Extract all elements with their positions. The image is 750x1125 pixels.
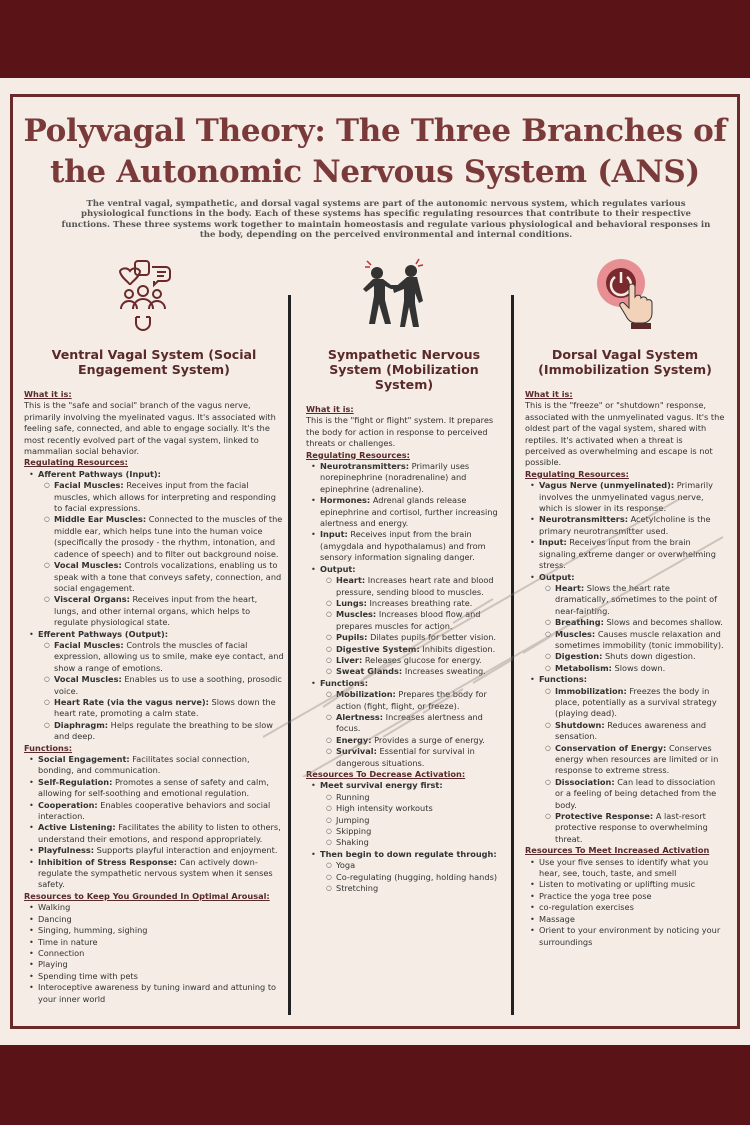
list-item: • Functions: ○ Immobilization: Freezes the body in place, potentially as a survival strategy (playing dead). ○ Shutdown: Reduces awareness and sensation. ○ Conservation of Energy: Conserves energy when resources are limited or in response to extreme stress. ○ Dissociation: Can lead to dissociation or a feeling of being detached from the body. ○ Protective Response: A last-resort protective response to overwhelming threat. (539, 674, 725, 845)
list-item: ○ Dissociation: Can lead to dissociation or a feeling of being detached from the body. (555, 777, 725, 811)
list-item: • Dancing (38, 914, 284, 925)
list-item: ○ Heart Rate (via the vagus nerve): Slows down the heart rate, promoting a calm state. (54, 697, 284, 720)
list-item: • Walking (38, 902, 284, 913)
column-divider-2 (511, 295, 514, 1015)
list-item: ○ Vocal Muscles: Enables us to use a soothing, prosodic voice. (54, 674, 284, 697)
list-item: ○ Jumping (336, 815, 502, 826)
list-item: ○ Facial Muscles: Controls the muscles of facial expression, allowing us to smile, make eye contact, and show a range of emotions. (54, 640, 284, 674)
list-item: ○ Immobilization: Freezes the body in place, potentially as a survival strategy (playing dead). (555, 686, 725, 720)
section-paragraph: This is the "safe and social" branch of the vagus nerve, primarily involving the myelinated vagus. It's associated with feeling safe, connected, and able to engage socially. It's the most recently evolved part of the vagal system, linked to mammalian social behavior. (24, 400, 276, 457)
list-item: • Connection (38, 948, 284, 959)
list-item: • Time in nature (38, 937, 284, 948)
list-item: • Self-Regulation: Promotes a sense of safety and calm, allowing for self-soothing and emotional regulation. (38, 777, 284, 800)
list-item: • Efferent Pathways (Output): ○ Facial Muscles: Controls the muscles of facial expression, allowing us to smile, make eye contact, and show a range of emotions. ○ Vocal Muscles: Enables us to use a soothing, prosodic voice. ○ Heart Rate (via the vagus nerve): Slows down the heart rate, promoting a calm state. ○ Diaphragm: Helps regulate the breathing to be slow and deep. (38, 629, 284, 743)
list-item: • Singing, humming, sighing (38, 925, 284, 936)
list-item: ○ Stretching (336, 883, 502, 894)
list-item: ○ Muscles: Increases blood flow and prepares muscles for action. (336, 609, 502, 632)
list-item: • Massage (539, 914, 725, 925)
section-title: Regulating Resources: (24, 457, 128, 468)
list-item: • Practice the yoga tree pose (539, 891, 725, 902)
list-item: ○ Middle Ear Muscles: Connected to the muscles of the middle ear, which helps tune into the human voice (specifically the prosody - the rhythm, intonation, and cadence of speech) and to filter out background noise. (54, 514, 284, 560)
list-item: ○ Heart: Slows the heart rate dramatically, sometimes to the point of near-fainting. (555, 583, 725, 617)
list-item: ○ Lungs: Increases breathing rate. (336, 598, 502, 609)
list-item: • Input: Receives input from the brain signaling extreme danger or overwhelming stress. (539, 537, 725, 571)
sub-bullet-list (320, 860, 502, 894)
sub-bullet-list (539, 583, 725, 674)
list-item: ○ Vocal Muscles: Controls vocalizations, enabling us to speak with a tone that conveys safety, connection, and social engagement. (54, 560, 284, 594)
section-title: Resources To Decrease Activation: (306, 769, 466, 779)
list-item: ○ Shutdown: Reduces awareness and sensation. (555, 720, 725, 743)
list-item: ○ Skipping (336, 826, 502, 837)
list-item: • Hormones: Adrenal glands release epinephrine and cortisol, further increasing alertness and energy. (320, 495, 502, 529)
list-item: • Playfulness: Supports playful interaction and enjoyment. (38, 845, 284, 856)
column-divider-1 (288, 295, 291, 1015)
column-header: Ventral Vagal System (Social Engagement System) (51, 347, 257, 377)
list-item: • Active Listening: Facilitates the ability to listen to others, understand their emotions, and respond appropriately. (38, 822, 284, 845)
column-header: Dorsal Vagal System (Immobilization System) (538, 347, 712, 377)
sub-bullet-list (38, 640, 284, 743)
list-item: ○ Digestive System: Inhibits digestion. (336, 644, 502, 655)
list-item: • Neurotransmitters: Primarily uses norepinephrine (noradrenaline) and epinephrine (adrenaline). (320, 461, 502, 495)
column-header: Sympathetic Nervous System (Mobilization System) (327, 347, 481, 392)
list-item: • Output: ○ Heart: Slows the heart rate dramatically, sometimes to the point of near-fainting. ○ Breathing: Slows and becomes shallow. ○ Muscles: Causes muscle relaxation and sometimes immobility (tonic immobility). ○ Digestion: Shuts down digestion. ○ Metabolism: Slows down. (539, 572, 725, 675)
section-title: What it is: (525, 389, 573, 399)
list-item: ○ Running (336, 792, 502, 803)
list-item: ○ Shaking (336, 837, 502, 848)
bullet-list (24, 469, 284, 743)
list-item: • Output: ○ Heart: Increases heart rate and blood pressure, sending blood to muscles. ○ Lungs: Increases breathing rate. ○ Muscles: Increases blood flow and prepares muscles for action. ○ Pupils: Dilates pupils for better vision. ○ Digestive System: Inhibits digestion. ○ Liver: Releases glucose for energy. ○ Sweat Glands: Increases sweating. (320, 564, 502, 678)
list-item: • Playing (38, 959, 284, 970)
list-item: ○ Liver: Releases glucose for energy. (336, 655, 502, 666)
bullet-list (525, 857, 725, 948)
power-button-icon (593, 257, 661, 331)
list-item: • Spending time with pets (38, 971, 284, 982)
bullet-list (525, 480, 725, 845)
list-item: • Input: Receives input from the brain (amygdala and hypothalamus) and from sensory information signaling danger. (320, 529, 502, 563)
page-title: Polyvagal Theory: The Three Branches of the Autonomic Nervous System (ANS) (23, 113, 727, 190)
list-item: • Afferent Pathways (Input): ○ Facial Muscles: Receives input from the facial muscles, which allows for interpreting and responding to facial expressions. ○ Middle Ear Muscles: Connected to the muscles of the middle ear, which helps tune into the human voice (specifically the prosody - the rhythm, intonation, and cadence of speech) and to filter out background noise. ○ Vocal Muscles: Controls vocalizations, enabling us to speak with a tone that conveys safety, connection, and social engagement. ○ Visceral Organs: Receives input from the heart, lungs, and other internal organs, which helps to regulate physiological state. (38, 469, 284, 629)
list-item: • Use your five senses to identify what you hear, see, touch, taste, and smell (539, 857, 725, 880)
sub-bullet-list (320, 689, 502, 769)
section-title: Functions: (24, 742, 73, 753)
list-item: • Interoceptive awareness by tuning inward and attuning to your inner world (38, 982, 284, 1005)
column-ventral-vagal (24, 347, 284, 1005)
sub-bullet-list (320, 792, 502, 849)
bullet-list (24, 902, 284, 1005)
list-item: ○ Metabolism: Slows down. (555, 663, 725, 674)
section-title: Resources to Keep You Grounded In Optimal Arousal: (24, 890, 270, 901)
list-item: ○ Conservation of Energy: Conserves energy when resources are limited or in response to extreme stress. (555, 743, 725, 777)
column-dorsal-vagal (525, 347, 725, 948)
sub-bullet-list (38, 480, 284, 628)
poster-frame (10, 94, 740, 1029)
section-paragraph: This is the "freeze" or "shutdown" response, associated with the unmyelinated vagus. It's the oldest part of the vagal system, shared with reptiles. It's activated when a threat is perceived as overwhelming and escape is not possible. (525, 400, 725, 468)
bullet-list (306, 780, 502, 894)
list-item: ○ Muscles: Causes muscle relaxation and sometimes immobility (tonic immobility). (555, 629, 725, 652)
bullet-list (24, 754, 284, 891)
column-body (306, 404, 502, 894)
section-title: What it is: (306, 404, 354, 414)
list-item: ○ Energy: Provides a surge of energy. (336, 735, 502, 746)
list-item: ○ Alertness: Increases alertness and focus. (336, 712, 502, 735)
section-title: Regulating Resources: (525, 468, 629, 479)
list-item: • Vagus Nerve (unmyelinated): Primarily involves the unmyelinated vagus nerve, which is slower in its response. (539, 480, 725, 514)
list-item: ○ Visceral Organs: Receives input from the heart, lungs, and other internal organs, which helps to regulate physiological state. (54, 594, 284, 628)
list-item: ○ Survival: Essential for survival in dangerous situations. (336, 746, 502, 769)
list-item: ○ Breathing: Slows and becomes shallow. (555, 617, 725, 628)
list-item: ○ Facial Muscles: Receives input from the facial muscles, which allows for interpreting and responding to facial expressions. (54, 480, 284, 514)
intro-paragraph: The ventral vagal, sympathetic, and dorsal vagal systems are part of the autonomic nervous system, which regulates various physiological functions in the body. Each of these systems has specific regulating resources that contribute to their respective functions. These three systems work together to maintain homeostasis and regulate various physiological and behavioral responses in the body, depending on the perceived environmental and internal conditions. (61, 199, 711, 241)
list-item: ○ Yoga (336, 860, 502, 871)
list-item: • Inhibition of Stress Response: Can actively down-regulate the sympathetic nervous system when it senses safety. (38, 857, 284, 891)
list-item: • Cooperation: Enables cooperative behaviors and social interaction. (38, 800, 284, 823)
social-connection-icon (112, 259, 174, 335)
bullet-list (306, 461, 502, 769)
list-item: • Neurotransmitters: Acetylcholine is the primary neurotransmitter used. (539, 514, 725, 537)
list-item: ○ High intensity workouts (336, 803, 502, 814)
section-paragraph: This is the "fight or flight" system. It prepares the body for action in response to perceived threats or challenges. (306, 415, 494, 449)
section-title: Resources To Meet Increased Activation (525, 845, 710, 856)
list-item: • co-regulation exercises (539, 902, 725, 913)
list-item: • Listen to motivating or uplifting music (539, 879, 725, 890)
fighting-figures-icon (353, 257, 433, 331)
list-item: • Orient to your environment by noticing your surroundings (539, 925, 725, 948)
list-item: ○ Sweat Glands: Increases sweating. (336, 666, 502, 677)
list-item: ○ Pupils: Dilates pupils for better vision. (336, 632, 502, 643)
list-item: ○ Digestion: Shuts down digestion. (555, 651, 725, 662)
sub-bullet-list (539, 686, 725, 846)
poster-page (0, 78, 750, 1045)
list-item: ○ Mobilization: Prepares the body for action (fight, flight, or freeze). (336, 689, 502, 712)
column-body (24, 389, 284, 1005)
list-item: • Then begin to down regulate through: ○ Yoga ○ Co-regulating (hugging, holding hands) ○ Stretching (320, 849, 502, 895)
list-item: • Meet survival energy first: ○ Running ○ High intensity workouts ○ Jumping ○ Skipping ○ Shaking (320, 780, 502, 848)
list-item: ○ Co-regulating (hugging, holding hands) (336, 872, 502, 883)
section-title: Regulating Resources: (306, 449, 410, 460)
list-item: • Social Engagement: Facilitates social connection, bonding, and communication. (38, 754, 284, 777)
list-item: • Functions: ○ Mobilization: Prepares the body for action (fight, flight, or freeze). ○ Alertness: Increases alertness and focus. ○ Energy: Provides a surge of energy. ○ Survival: Essential for survival in dangerous situations. (320, 678, 502, 769)
section-title: What it is: (24, 389, 72, 399)
list-item: ○ Diaphragm: Helps regulate the breathing to be slow and deep. (54, 720, 284, 743)
list-item: ○ Protective Response: A last-resort protective response to overwhelming threat. (555, 811, 725, 845)
column-sympathetic (306, 347, 502, 894)
column-body (525, 389, 725, 948)
list-item: ○ Heart: Increases heart rate and blood pressure, sending blood to muscles. (336, 575, 502, 598)
sub-bullet-list (320, 575, 502, 678)
